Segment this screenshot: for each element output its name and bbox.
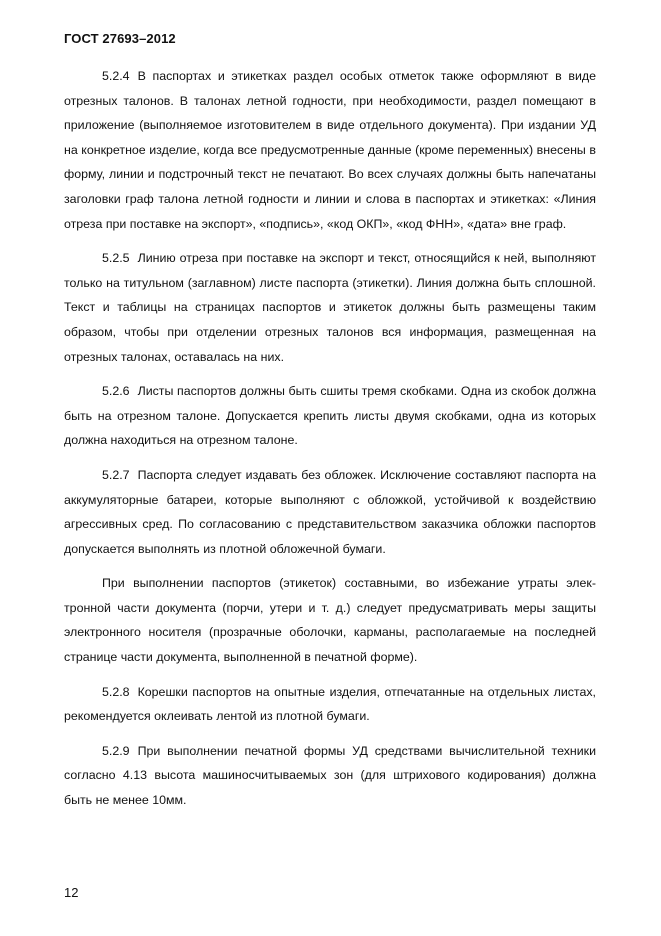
clause-number: 5.2.6: [102, 384, 130, 399]
clause-5-2-5: [64, 246, 596, 369]
clause-5-2-4: [64, 64, 596, 236]
clause-text: В паспортах и этикетках раздел особых отметок также оформляют в виде отрезных талонов. В талонах летной годности, при необходимости, раздел помещают в приложение (выполняемое изготовителем в виде отдельного документа). При издании УД на конкретное изделие, когда все предусмотренные данные (кроме переменных) внесены в форму, линии и подстрочный текст не печатают. Во всех случаях должны быть напечатаны заголовки граф талона летной годности и линии и слова в паспортах и этикетках: «Линия отреза при поставке на экспорт», «подпись», «код ОКП», «код ФНН», «дата» вне граф.: [64, 69, 596, 231]
clause-text: При выполнении печатной формы УД средствами вычислительной техники согласно 4.13 высота машиносчитываемых зон (для штрихового кодирования) должна быть не менее 10мм.: [64, 743, 596, 808]
clause-number: 5.2.7: [102, 467, 130, 482]
clause-5-2-9: [64, 739, 596, 813]
page-number: 12: [64, 885, 79, 900]
clause-5-2-8: [64, 680, 596, 729]
clause-number: 5.2.5: [102, 251, 130, 266]
clause-number: 5.2.4: [102, 69, 130, 83]
document-body: [64, 64, 596, 823]
clause-text: При выполнении паспортов (этикеток) составными, во избежание утраты электронной части документа (порчи, утери и т. д.) следует предусматривать меры защиты электронного носителя (прозрачные оболочки, карманы, располагаемые на последней странице части документа, выполненной в печатной форме).: [64, 576, 596, 665]
clause-number: 5.2.8: [102, 684, 130, 699]
clause-text: Листы паспортов должны быть сшиты тремя скобками. Одна из скобок должна быть на отрезном талоне. Допускается крепить листы двумя скобками, одна из которых должна находиться на отрезном талоне.: [64, 384, 596, 448]
document-header: ГОСТ 27693–2012: [64, 31, 176, 46]
clause-text: Паспорта следует издавать без обложек. Исключение составляют паспорта на аккумуляторные батареи, которые выполняют с обложкой, устойчивой к воздействию агрессивных сред. По согласованию с представительством заказчика обложки паспортов допускается выполнять из плотной обложечной бумаги.: [64, 467, 596, 556]
clause-text: Корешки паспортов на опытные изделия, отпечатанные на отдельных листах, рекомендуется оклеивать лентой из плотной бумаги.: [64, 684, 596, 724]
clause-number: 5.2.9: [102, 743, 130, 758]
clause-5-2-7-continuation: [64, 571, 596, 669]
clause-text: Линию отреза при поставке на экспорт и текст, относящийся к ней, выполняют только на титульном (заглавном) листе паспорта (этикетки). Линия должна быть сплошной. Текст и таблицы на страницах паспортов и этикеток должны быть размещены таким образом, чтобы при отделении отрезных талонов вся информация, размещенная на отрезных талонах, оставалась на них.: [64, 251, 596, 364]
clause-5-2-6: [64, 379, 596, 453]
clause-5-2-7: [64, 463, 596, 561]
